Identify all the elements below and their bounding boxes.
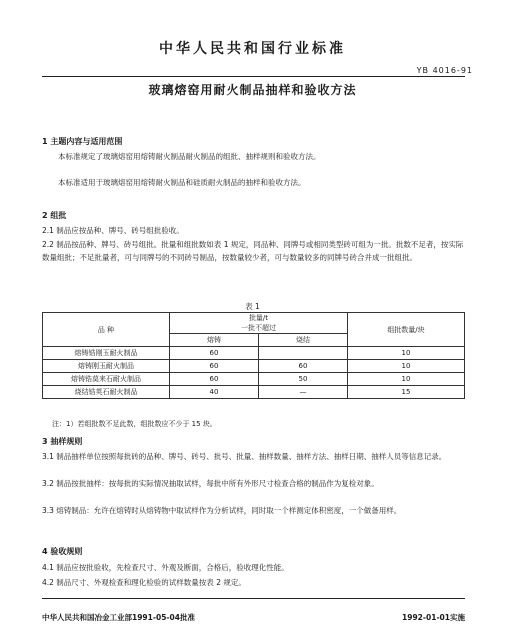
approval-date: 中华人民共和国冶金工业部1991-05-04批准 bbox=[42, 613, 195, 622]
footer-rule bbox=[42, 598, 465, 599]
section-2-paragraph-2: 2.2 制品按品种、牌号、砖号组批。批量和组批数如表 1 规定，同品种、同牌号或相同类型砖可组为一批。批数不足者，按实际数量组批；不足批量者，可与同牌号的不同砖号制品，按数量较少者，可与数量较多的同牌号砖合并成一批组批。 bbox=[42, 240, 464, 262]
section-2-paragraph-1: 2.1 制品应按品种、牌号、砖号组批验收。 bbox=[42, 226, 184, 235]
section-2-heading: 2 组批 bbox=[42, 211, 67, 220]
standard-code: YB 4016-91 bbox=[416, 66, 473, 75]
table-cell: 10 bbox=[348, 347, 465, 360]
table-cell: 10 bbox=[348, 373, 465, 386]
table-row bbox=[43, 373, 465, 386]
table-header-group: 组批数量/块 bbox=[348, 313, 465, 347]
section-1-heading: 1 主题内容与适用范围 bbox=[42, 137, 123, 146]
section-1-paragraph-2: 本标准适用于玻璃熔窑用熔铸耐火制品和硅质耐火制品的抽样和验收方法。 bbox=[58, 178, 306, 187]
table-cell: 60 bbox=[170, 347, 259, 360]
table-1-caption: 表 1 bbox=[245, 302, 260, 311]
document-title: 玻璃熔窑用耐火制品抽样和验收方法 bbox=[148, 83, 357, 97]
table-cell: 烧结锆英石耐火制品 bbox=[43, 386, 170, 399]
table-header-batch-sub: 一批不超过 bbox=[241, 324, 276, 332]
header-rule bbox=[42, 76, 465, 77]
table-cell bbox=[259, 347, 348, 360]
table-row bbox=[43, 347, 465, 360]
table-header-product: 品 种 bbox=[43, 313, 170, 347]
table-subheader-fused: 熔铸 bbox=[170, 334, 259, 347]
table-cell: — bbox=[259, 386, 348, 399]
section-3-paragraph-2: 3.2 制品按批抽样：按每批的实际情况抽取试样，每批中所有外形尺寸检查合格的制品作为复检对象。 bbox=[42, 479, 379, 488]
table-cell: 60 bbox=[170, 360, 259, 373]
table-1 bbox=[42, 312, 465, 399]
table-header-batch-label: 批量/t bbox=[248, 314, 269, 322]
table-cell: 10 bbox=[348, 360, 465, 373]
table-row bbox=[43, 360, 465, 373]
section-3-paragraph-1: 3.1 制品抽样单位按照每批砖的品种、牌号、砖号、批号、批量、抽样数量、抽样方法、抽样日期、抽样人员等信息记录。 bbox=[42, 452, 447, 461]
table-cell: 40 bbox=[170, 386, 259, 399]
table-1-note: 注：1）若组批数不足此数，组批数应不少于 15 块。 bbox=[52, 420, 217, 428]
table-header-batch bbox=[170, 313, 348, 334]
section-3-heading: 3 抽样规则 bbox=[42, 437, 83, 446]
section-4-paragraph-2: 4.2 制品尺寸、外观检查和理化检验的试样数量按表 2 规定。 bbox=[42, 578, 246, 587]
section-3-paragraph-3: 3.3 熔铸制品：允许在熔铸时从熔铸物中取试样作为分析试样，同时取一个样测定体积密度，一个做备用样。 bbox=[42, 506, 402, 515]
table-cell: 15 bbox=[348, 386, 465, 399]
section-4-paragraph-1: 4.1 制品应按批验收，先检查尺寸、外观及断面，合格后，验收理化性能。 bbox=[42, 563, 289, 572]
table-row bbox=[43, 386, 465, 399]
table-cell: 60 bbox=[259, 360, 348, 373]
table-cell: 熔铸刚玉耐火制品 bbox=[43, 360, 170, 373]
table-cell: 60 bbox=[170, 373, 259, 386]
table-cell: 熔铸锆莫来石耐火制品 bbox=[43, 373, 170, 386]
implementation-date: 1992-01-01实施 bbox=[402, 613, 465, 622]
table-subheader-sintered: 烧结 bbox=[259, 334, 348, 347]
section-1-paragraph-1: 本标准规定了玻璃熔窑用熔铸耐火制品耐火制品的组批、抽样规则和验收方法。 bbox=[58, 152, 321, 161]
standard-category-title: 中华人民共和国行业标准 bbox=[159, 41, 346, 57]
footer bbox=[42, 612, 465, 623]
section-4-heading: 4 验收规则 bbox=[42, 547, 83, 556]
table-cell: 50 bbox=[259, 373, 348, 386]
table-cell: 熔铸锆刚玉耐火制品 bbox=[43, 347, 170, 360]
